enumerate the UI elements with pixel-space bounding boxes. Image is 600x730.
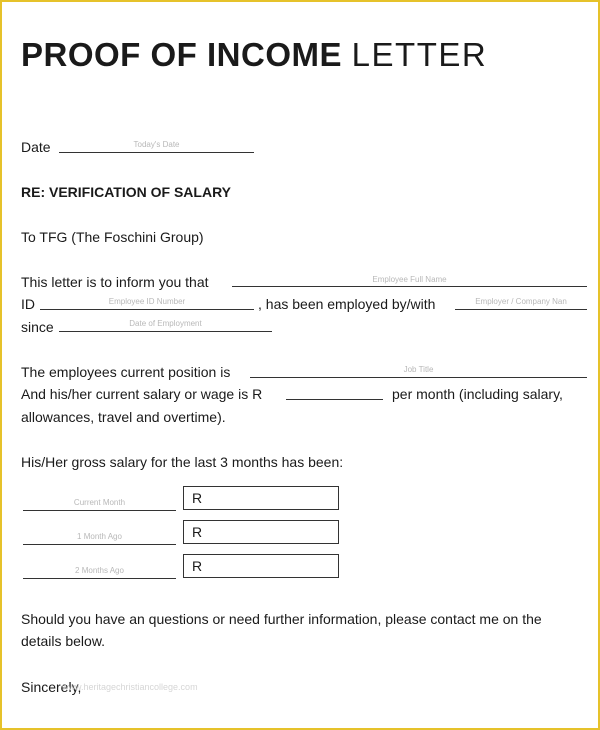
date-hint: Today's Date: [133, 140, 180, 149]
position-text: The employees current position is: [21, 364, 231, 380]
employee-id-field[interactable]: [40, 309, 254, 310]
date-label: Date: [21, 139, 51, 155]
employee-name-hint: Employee Full Name: [372, 275, 447, 284]
salary-box-1-ago[interactable]: R: [183, 520, 339, 544]
job-title-hint: Job Title: [403, 365, 434, 374]
job-title-field[interactable]: [250, 377, 587, 378]
employee-name-field[interactable]: [232, 286, 587, 287]
month-field-1-ago[interactable]: [23, 544, 176, 545]
allowances-text: allowances, travel and overtime).: [21, 409, 226, 425]
salary-box-2-ago[interactable]: R: [183, 554, 339, 578]
month-hint-current: Current Month: [73, 498, 126, 507]
contact-line-2: details below.: [21, 633, 106, 649]
date-field[interactable]: [59, 152, 254, 153]
month-hint-1-ago: 1 Month Ago: [77, 532, 122, 541]
employment-date-hint: Date of Employment: [129, 319, 202, 328]
employed-text: , has been employed by/with: [258, 296, 436, 312]
employee-id-hint: Employee ID Number: [108, 297, 186, 306]
salary-text: And his/her current salary or wage is R: [21, 386, 263, 402]
employment-date-field[interactable]: [59, 331, 272, 332]
contact-line-1: Should you have an questions or need further information, please contact me on the: [21, 611, 542, 627]
month-field-2-ago[interactable]: [23, 578, 176, 579]
watermark: www.heritagechristiancollege.com: [62, 682, 198, 692]
month-field-current[interactable]: [23, 510, 176, 511]
salary-field[interactable]: [286, 399, 383, 400]
title-bold: PROOF OF INCOME: [21, 36, 342, 73]
salary-box-current[interactable]: R: [183, 486, 339, 510]
month-hint-2-ago: 2 Months Ago: [75, 566, 124, 575]
closing: Sincerely,: [21, 679, 82, 695]
per-month-text: per month (including salary,: [392, 386, 563, 402]
re-line: RE: VERIFICATION OF SALARY: [21, 184, 231, 200]
inform-text: This letter is to inform you that: [21, 274, 209, 290]
id-label: ID: [21, 296, 35, 312]
employer-field[interactable]: [455, 309, 587, 310]
to-line: To TFG (The Foschini Group): [21, 229, 204, 245]
since-label: since: [21, 319, 54, 335]
title-light: LETTER: [351, 36, 488, 73]
document-title: [21, 36, 487, 74]
employer-hint: Employer / Company Nan: [475, 297, 567, 306]
gross-heading: His/Her gross salary for the last 3 months has been:: [21, 454, 344, 470]
